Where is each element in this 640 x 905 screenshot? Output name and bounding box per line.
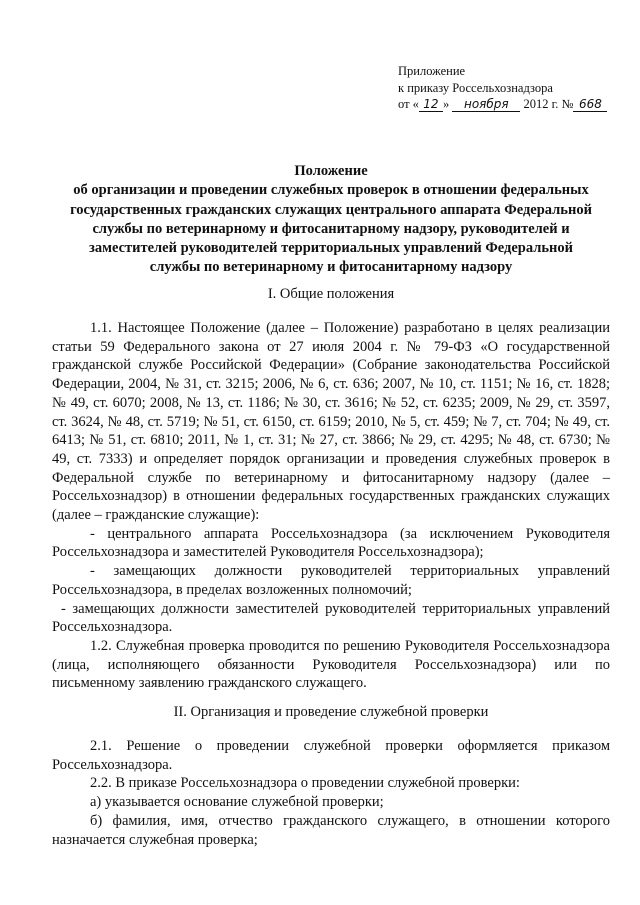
appendix-date-line — [398, 96, 607, 113]
document-title — [52, 162, 610, 278]
paragraph-2-2-a: а) указывается основание служебной проверки; — [90, 794, 384, 811]
date-year: 2012 г. № — [523, 97, 574, 111]
list-item-central-apparatus: - центрального аппарата Россельхознадзора (за исключением Руководителя Россельхознадзора и заместителей Руководителя Россельхознадзора); — [52, 525, 610, 561]
title-line: об организации и проведении служебных проверок в отношении федеральных — [73, 182, 589, 199]
appendix-order-ref: к приказу Россельхознадзора — [398, 80, 553, 95]
title-line: службы по ветеринарному и фитосанитарному надзору — [149, 259, 513, 276]
title-line: государственных гражданских служащих центрального аппарата Федеральной — [70, 201, 592, 218]
date-prefix: от « — [398, 97, 419, 111]
handwritten-month: ноября — [452, 98, 520, 112]
list-item-territorial-deputies: - замещающих должности заместителей руководителей территориальных управлений Россельхознадзора. — [52, 600, 610, 636]
appendix-label: Приложение — [398, 64, 466, 78]
section-2-heading: II. Организация и проведение служебной проверки — [173, 704, 489, 720]
title-line: Положение — [294, 163, 368, 179]
date-quote-close: » — [442, 97, 450, 111]
handwritten-day: 12 — [419, 98, 443, 112]
section-1-body — [52, 319, 610, 693]
handwritten-order-number: 668 — [573, 98, 607, 112]
paragraph-2-2: 2.2. В приказе Россельхознадзора о проведении служебной проверки: — [90, 775, 520, 792]
paragraph-1-1: 1.1. Настоящее Положение (далее – Положение) разработано в целях реализации статьи 59 Федерального закона от 27 июля 2004 г. № 79-ФЗ «О государственной гражданской службе Российской Федерации» (Собрание законодательства Российской Федерации, 2004, № 31, ст. 3215; 2006, № 6, ст. 636; 2007, № 10, ст. 1151; № 16, ст. 1828; № 49, ст. 6070; 2008, № 13, ст. 1186; № 30, ст. 3616; № 52, ст. 6235; 2009, № 29, ст. 3597, ст. 3624, № 48, ст. 5719; № 51, ст. 6150, ст. 6159; 2010, № 5, ст. 459; № 7, ст. 704; № 49, ст. 6413; № 51, ст. 6810; 2011, № 1, ст. 31; № 27, ст. 3866; № 29, ст. 4295; № 48, ст. 6730; № 49, ст. 7333) и определяет порядок организации и проведения служебных проверок в Федеральной службе по ветеринарному и фитосанитарному надзору (далее – Россельхознадзор) в отношении федеральных государственных гражданских служащих (далее – гражданские служащие): — [52, 320, 610, 524]
section-2-body — [52, 737, 610, 849]
title-line: службы по ветеринарному и фитосанитарному надзору, руководителей и — [92, 220, 570, 237]
list-item-territorial-heads: - замещающих должности руководителей территориальных управлений Россельхознадзора, в пределах возложенных полномочий; — [52, 563, 610, 598]
title-line: заместителей руководителей территориальных управлений Федеральной — [89, 240, 573, 257]
paragraph-1-2: 1.2. Служебная проверка проводится по решению Руководителя Россельхознадзора (лица, исполняющего обязанности Руководителя Россельхознадзора) или по письменному заявлению гражданского служащего. — [52, 637, 610, 692]
appendix-block — [398, 63, 607, 113]
section-1-heading: I. Общие положения — [267, 286, 395, 302]
paragraph-2-1: 2.1. Решение о проведении служебной проверки оформляется приказом Россельхознадзора. — [52, 738, 610, 773]
paragraph-2-2-b: б) фамилия, имя, отчество гражданского служащего, в отношении которого назначается служебная проверка; — [52, 812, 610, 848]
